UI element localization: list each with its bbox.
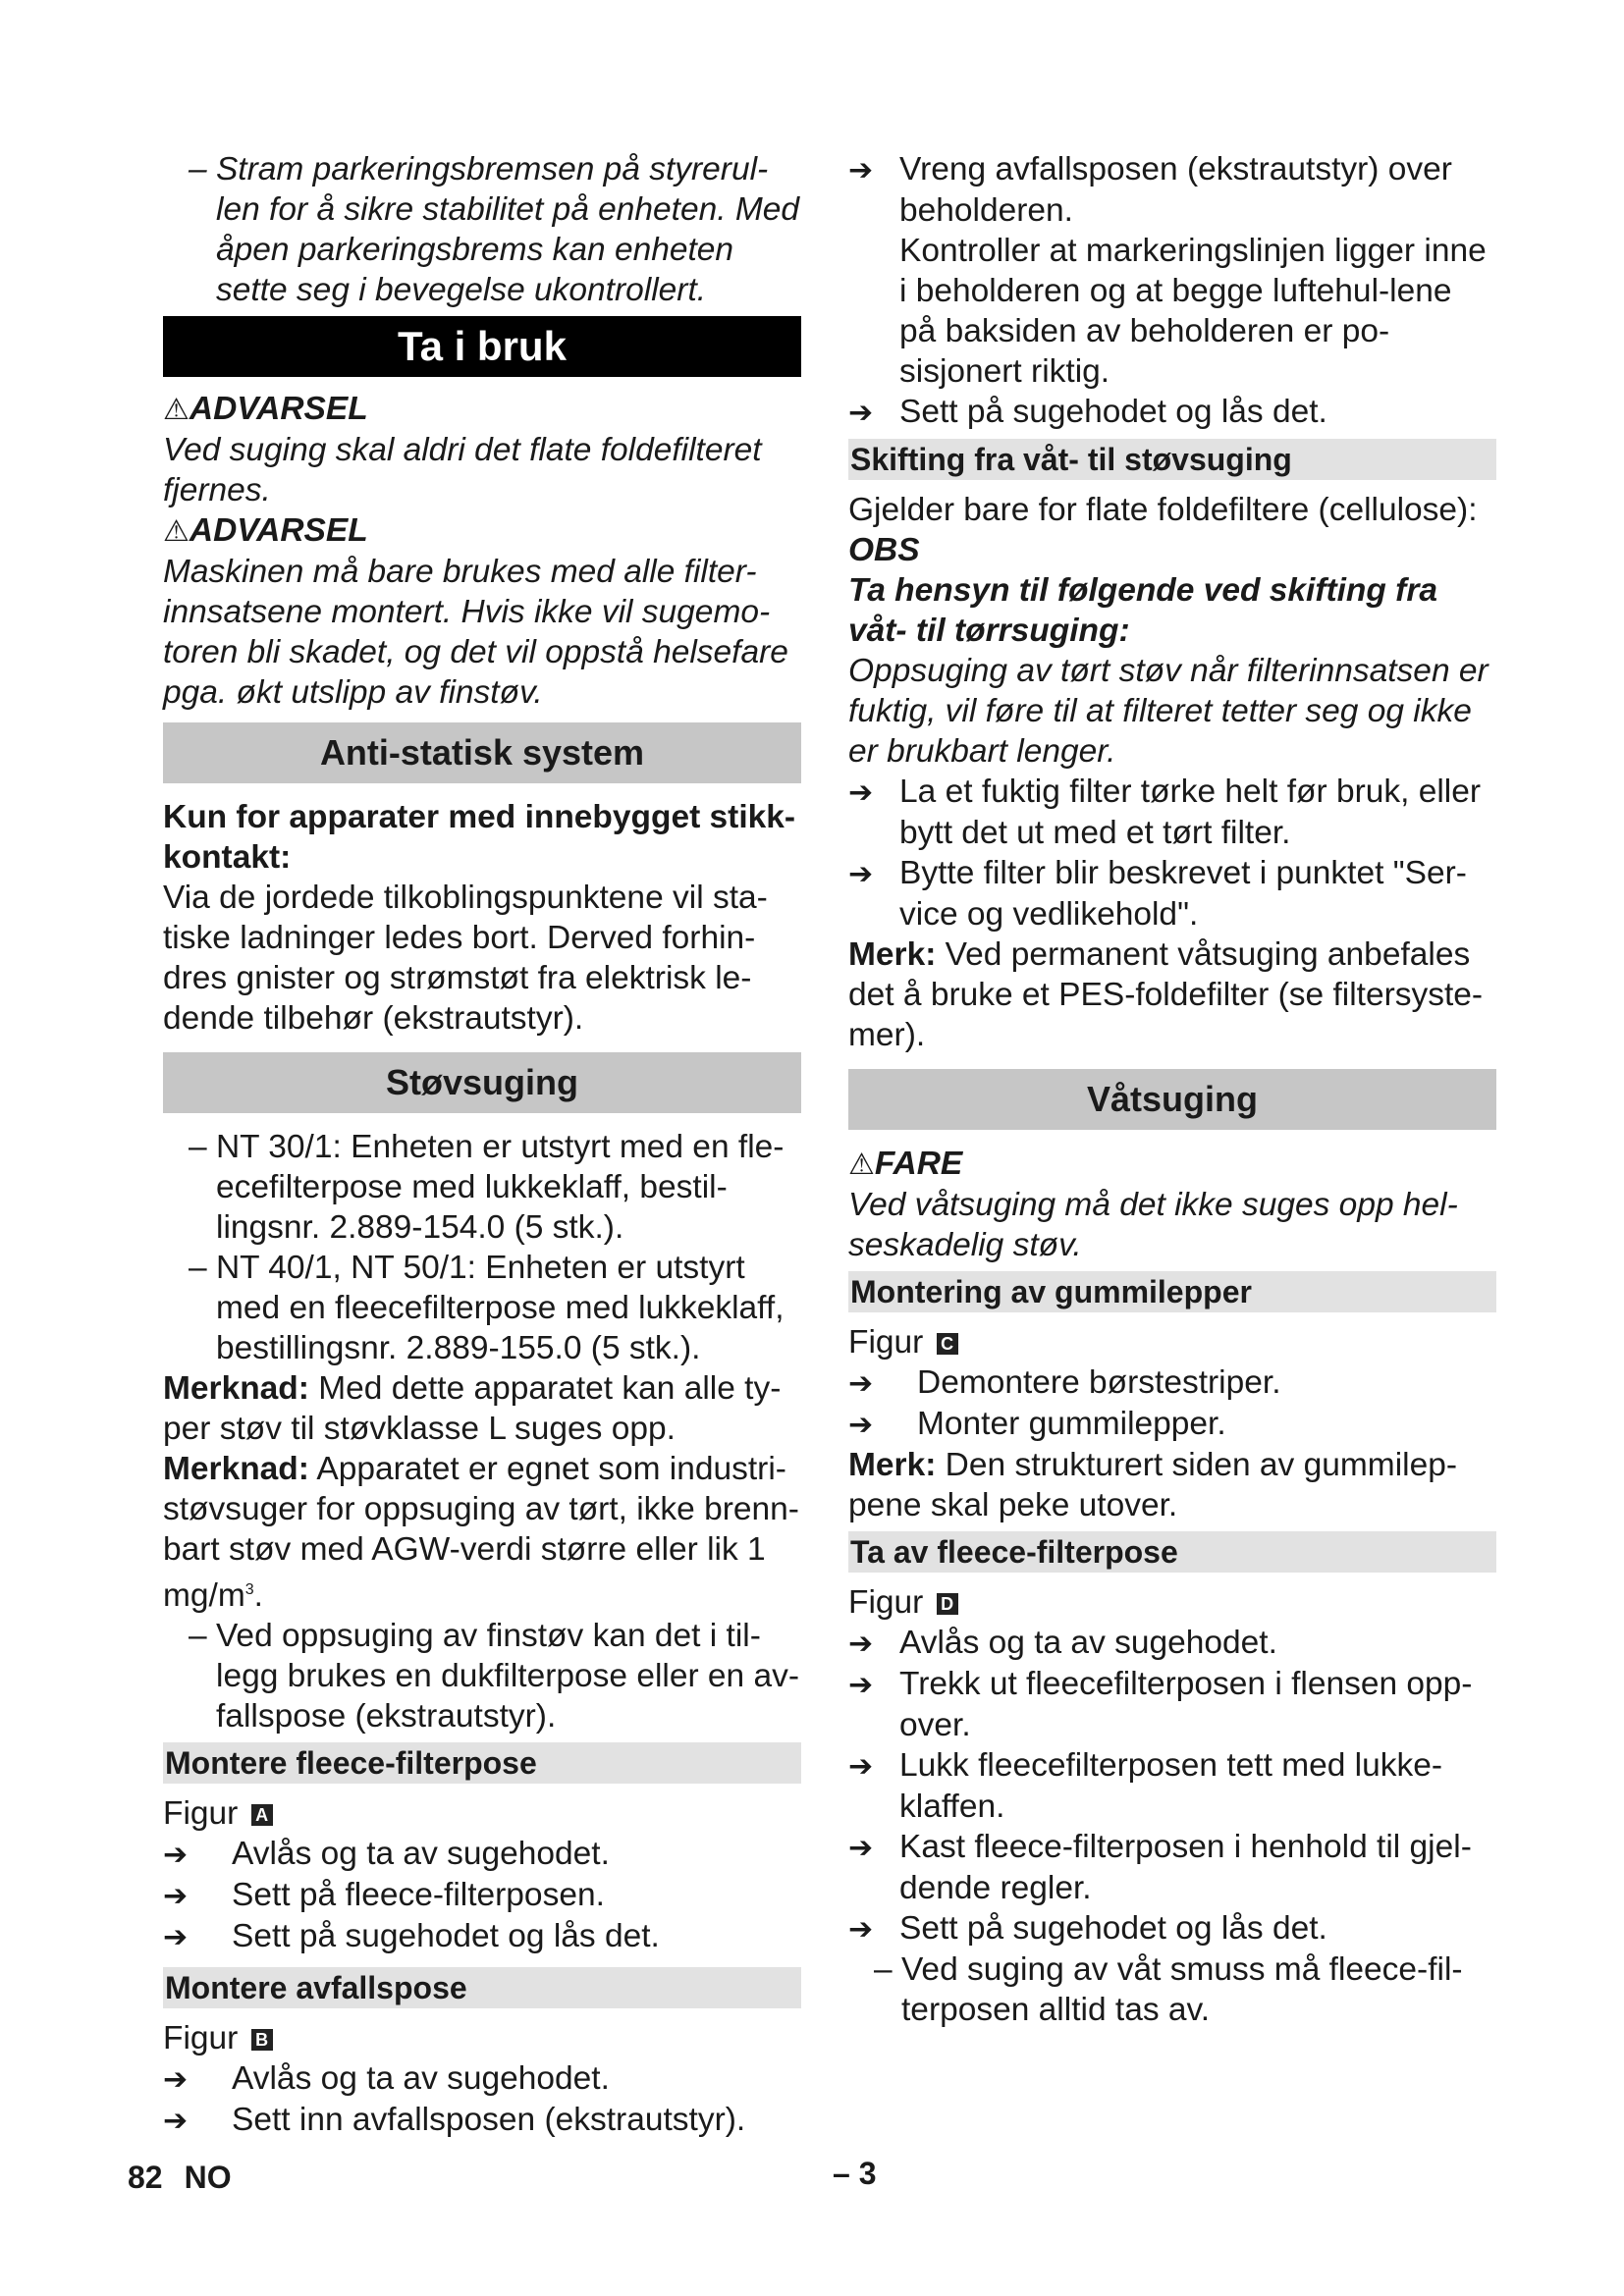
step-item: ➔ Trekk ut fleecefilterposen i flensen opp-over.: [848, 1666, 1473, 1743]
parking-brake-line-4: sette seg i bevegelse ukontrollert.: [216, 272, 707, 308]
arrow-right-icon: ➔: [848, 1409, 874, 1441]
warning-text-2: Maskinen må bare brukes med alle filter-innsatsene montert. Hvis ikke vil sugemo-toren bli skadet, og det vil oppstå helsefare pga. økt utslipp av finstøv.: [163, 554, 788, 711]
parking-brake-note: [163, 149, 801, 310]
step-item: ➔ Sett på sugehodet og lås det.: [848, 392, 1496, 433]
obs-heading: Ta hensyn til følgende ved skifting fra våt- til tørrsuging:: [848, 572, 1437, 649]
step-item: ➔ Sett på sugehodet og lås det.: [848, 1908, 1496, 1949]
language-code: NO: [184, 2160, 232, 2195]
industrial-use-note: Merknad: Apparatet er egnet som industri-støvsuger for oppsuging av tørt, ikke brenn-bart støv med AGW-verdi større eller lik 1 $mg/m^3$.: [163, 1451, 799, 1615]
arrow-right-icon: ➔: [163, 1839, 189, 1872]
danger-heading: ⚠FARE: [848, 1146, 963, 1182]
step-item: ➔ Monter gummilepper.: [848, 1404, 1496, 1445]
step-item: ➔ La et fuktig filter tørke helt før bruk, eller bytt det ut med et tørt filter.: [848, 774, 1482, 851]
arrow-right-icon: ➔: [848, 154, 874, 187]
warning-heading-2: ⚠ADVARSEL: [163, 512, 368, 549]
arrow-right-icon: ➔: [848, 858, 874, 890]
step-item: ➔ Avlås og ta av sugehodet.: [163, 2058, 801, 2100]
figure-letter-box: C: [937, 1333, 958, 1355]
rubber-lips-note: Merk: Den strukturert siden av gummilep-pene skal peke utover.: [848, 1447, 1457, 1523]
pes-filter-note: Merk: Ved permanent våtsuging anbefales det å bruke et PES-foldefilter (se filtersyste-mer).: [848, 936, 1484, 1053]
figure-letter-box: A: [251, 1804, 273, 1826]
fine-dust-note: – Ved oppsuging av finstøv kan det i til-legg brukes en dukfilterpose eller en av-fallspose (ekstrautstyr).: [189, 1618, 800, 1735]
antistatic-condition: Kun for apparater med innebygget stikk-kontakt:: [163, 799, 796, 876]
antistatic-text: Via de jordede tilkoblingspunktene vil sta-tiske ladninger ledes bort. Derved forhin-dres gnister og strømstøt fra elektrisk le-dende tilbehør (ekstrautstyr).: [163, 880, 768, 1037]
arrow-right-icon: ➔: [848, 776, 874, 809]
warning-heading-1: ⚠ADVARSEL: [163, 391, 368, 427]
warning-triangle-icon: ⚠: [848, 1148, 875, 1181]
step-item: ➔ Sett inn avfallsposen (ekstrautstyr).: [163, 2100, 801, 2141]
section-title-vacuuming: Støvsuging: [163, 1052, 801, 1113]
dust-class-note: Merknad: Med dette apparatet kan alle ty-per støv til støvklasse L suges opp.: [163, 1370, 782, 1447]
section-title-antistatic: Anti-statisk system: [163, 722, 801, 783]
subsection-remove-fleece: Ta av fleece-filterpose: [848, 1531, 1496, 1573]
arrow-right-icon: ➔: [848, 1669, 874, 1701]
figure-letter-box: D: [937, 1593, 958, 1615]
step-item: ➔ Vreng avfallsposen (ekstrautstyr) over beholderen.: [848, 151, 1452, 229]
danger-text: Ved våtsuging må det ikke suges opp hel-seskadelig støv.: [848, 1187, 1458, 1263]
step-item: ➔ Sett på sugehodet og lås det.: [163, 1916, 801, 1957]
section-marker: – 3: [833, 2156, 877, 2191]
arrow-right-icon: ➔: [848, 1913, 874, 1946]
arrow-right-icon: ➔: [848, 1628, 874, 1660]
page-footer: [128, 2160, 253, 2196]
left-column: [163, 149, 801, 2141]
right-column: [848, 149, 1496, 2030]
figure-reference-b: Figur B: [163, 2018, 801, 2058]
figure-letter-box: B: [251, 2029, 273, 2051]
warning-text-1: Ved suging skal aldri det flate foldefilteret fjernes.: [163, 432, 762, 508]
step-item: ➔ Kast fleece-filterposen i henhold til gjel-dende regler.: [848, 1829, 1472, 1906]
arrow-right-icon: ➔: [848, 1832, 874, 1864]
wet-dirt-note: – Ved suging av våt smuss må fleece-fil-terposen alltid tas av.: [874, 1951, 1463, 2028]
parking-brake-line-1: – Stram parkeringsbremsen på styrerul-: [189, 151, 769, 187]
section-title-wet-vacuuming: Våtsuging: [848, 1069, 1496, 1130]
subsection-rubber-lips: Montering av gummilepper: [848, 1271, 1496, 1312]
step-item: ➔ Avlås og ta av sugehodet.: [848, 1623, 1496, 1664]
model-note-nt40-50: – NT 40/1, NT 50/1: Enheten er utstyrt med en fleecefilterpose med lukkeklaff, bestillingsnr. 2.889-155.0 (5 stk.).: [189, 1250, 785, 1366]
arrow-right-icon: ➔: [163, 2105, 189, 2138]
step-item: ➔ Lukk fleecefilterposen tett med lukke-klaffen.: [848, 1747, 1443, 1825]
step-item: ➔ Avlås og ta av sugehodet.: [163, 1834, 801, 1875]
parking-brake-line-2: len for å sikre stabilitet på enheten. Med: [216, 191, 800, 228]
warning-triangle-icon: ⚠: [163, 394, 189, 426]
page-number: 82: [128, 2160, 163, 2195]
figure-reference-c: Figur C: [848, 1322, 1496, 1362]
arrow-right-icon: ➔: [848, 397, 874, 429]
obs-label: OBS: [848, 532, 920, 568]
arrow-right-icon: ➔: [163, 1880, 189, 1913]
warning-triangle-icon: ⚠: [163, 515, 189, 548]
step-item: ➔ Bytte filter blir beskrevet i punktet "Ser-vice og vedlikehold".: [848, 855, 1467, 933]
figure-reference-a: Figur A: [163, 1793, 801, 1834]
step-item: ➔ Sett på fleece-filterposen.: [163, 1875, 801, 1916]
subsection-fleece-filter: Montere fleece-filterpose: [163, 1742, 801, 1784]
step-item: ➔ Demontere børstestriper.: [848, 1362, 1496, 1404]
obs-text: Oppsuging av tørt støv når filterinnsatsen er fuktig, vil føre til at filteret tetter seg og ikke er brukbart lenger.: [848, 653, 1489, 770]
subsection-switch-wet-dry: Skifting fra våt- til støvsuging: [848, 439, 1496, 480]
section-title-ta-i-bruk: Ta i bruk: [163, 316, 801, 377]
subsection-waste-bag: Montere avfallspose: [163, 1967, 801, 2008]
marking-line-note: Kontroller at markeringslinjen ligger inne i beholderen og at begge luftehul-lene på baksiden av beholderen er po-sisjonert riktig.: [899, 233, 1487, 390]
arrow-right-icon: ➔: [163, 2063, 189, 2097]
figure-reference-d: Figur D: [848, 1582, 1496, 1623]
arrow-right-icon: ➔: [163, 1921, 189, 1954]
arrow-right-icon: ➔: [848, 1367, 874, 1400]
parking-brake-line-3: åpen parkeringsbrems kan enheten: [216, 232, 734, 268]
switch-applies-text: Gjelder bare for flate foldefiltere (cellulose):: [848, 492, 1478, 528]
model-note-nt30: – NT 30/1: Enheten er utstyrt med en fle-ecefilterpose med lukkeklaff, bestil-lingsnr. 2.889-154.0 (5 stk.).: [189, 1129, 785, 1246]
arrow-right-icon: ➔: [848, 1750, 874, 1783]
